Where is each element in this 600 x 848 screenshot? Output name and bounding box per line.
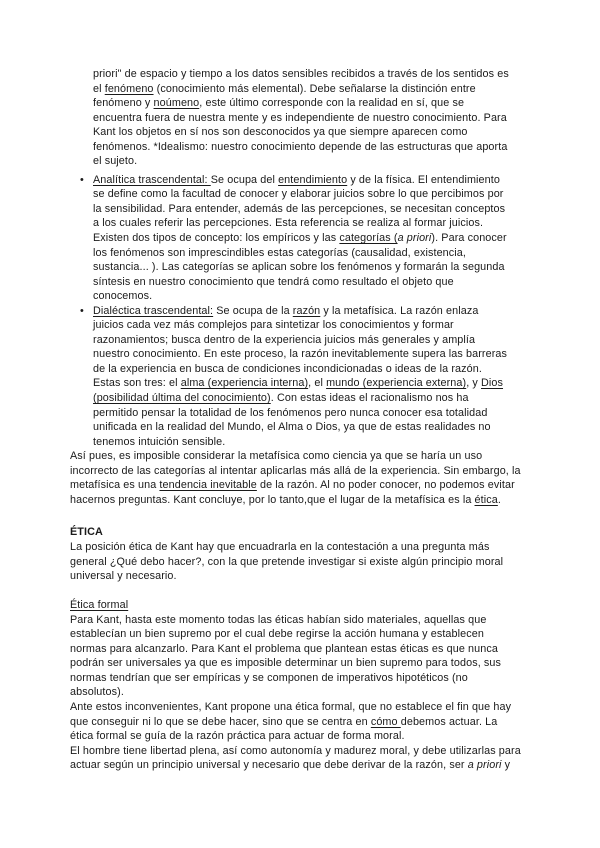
text-run: juicios cada vez más complejos para sintetizar los conocimientos y formar: [93, 319, 454, 332]
text-line: [93, 96, 535, 111]
text-run: Se ocupa de la: [213, 304, 293, 317]
text-line: [80, 173, 535, 188]
text-run: (posibilidad última del conocimiento): [93, 392, 271, 405]
text-line: [93, 154, 535, 169]
text-line: [70, 464, 535, 479]
text-run: actuar según un principio universal y necesario que debe derivar de la razón, ser: [70, 759, 468, 772]
text-line: [93, 125, 535, 140]
bullet-icon: •: [80, 173, 84, 186]
text-line: [70, 729, 535, 744]
text-line: [70, 478, 535, 493]
text-line: [93, 67, 535, 82]
text-line: [70, 685, 535, 700]
text-run: categorías (: [339, 232, 398, 245]
text-line: [93, 140, 535, 155]
text-run: el: [93, 82, 105, 95]
text-run: el sujeto.: [93, 155, 138, 168]
text-line: [70, 540, 535, 555]
text-line: [70, 627, 535, 642]
bullet-dialectica-trascendental: [80, 304, 535, 449]
text-line: [70, 613, 535, 628]
text-run: tendencia inevitable: [159, 479, 257, 492]
text-run: a los cuales referir las percepciones. Esta referencia se realiza al formar juicios.: [93, 217, 484, 230]
text-line: [93, 391, 535, 406]
text-run: metafísica es una: [70, 479, 160, 492]
text-run: La posición ética de Kant hay que encuadrarla en la contestación a una pregunta más: [70, 540, 490, 553]
text-run: cómo: [370, 715, 401, 728]
paragraph-priori-continuation: [93, 67, 535, 169]
text-line: [70, 555, 535, 570]
text-run: conocemos.: [93, 290, 153, 303]
text-run: unificada en la realidad del Mundo, el Alma o Dios, ya que de estas realidades no: [93, 421, 491, 434]
text-run: Dialéctica trascendental:: [93, 304, 214, 317]
text-run: Se ocupa del: [210, 173, 279, 186]
text-line: [93, 347, 535, 362]
text-run: síntesis en nuestro conocimiento que tendrá como resultado el objeto que: [93, 275, 454, 288]
paragraph-etica-formal-propuesta: [70, 700, 535, 744]
heading-etica: [70, 525, 535, 540]
text-line: [70, 642, 535, 657]
bullet-analitica-trascendental: [80, 173, 535, 304]
text-line: [93, 260, 535, 275]
text-run: se define como la facultad de conocer y elaborar juicios sobre lo que percibimos por: [93, 188, 504, 201]
text-run: ética: [474, 493, 498, 506]
text-line: [93, 216, 535, 231]
text-line: [93, 82, 535, 97]
text-run: El hombre tiene libertad plena, así como autonomía y madurez moral, y debe utilizarlas para: [70, 744, 521, 757]
text-run: establecían un bien supremo por el cual debe regirse la acción humana y establecen: [70, 628, 484, 641]
text-line: [70, 656, 535, 671]
text-line: [70, 758, 535, 773]
paragraph-eticas-materiales: [70, 613, 535, 700]
text-line: [93, 420, 535, 435]
text-run: de la experiencia en busca de condiciones incondicionadas o ideas de la razón.: [93, 362, 482, 375]
text-run: razón: [292, 304, 321, 317]
text-line: [70, 449, 535, 464]
text-run: fenómeno: [104, 82, 154, 95]
text-line: [93, 289, 535, 304]
text-line: [93, 246, 535, 261]
text-run: Para Kant, hasta este momento todas las éticas habían sido materiales, aquellas que: [70, 613, 487, 626]
spacer-before-etica-formal: [70, 584, 535, 599]
text-run: noúmeno: [153, 97, 200, 110]
text-line: [70, 493, 535, 508]
text-run: Así pues, es imposible considerar la metafísica como ciencia ya que se haría un uso: [70, 450, 483, 463]
text-run: encuentra fuera de nuestra mente y es independiente de nuestro conocimiento. Para: [93, 111, 507, 124]
text-run: universal y necesario.: [70, 570, 177, 583]
text-line: [93, 376, 535, 391]
paragraph-posicion-etica: [70, 540, 535, 584]
text-run: fenómeno y: [93, 97, 154, 110]
text-run: entendimiento: [278, 173, 348, 186]
text-line: [70, 525, 535, 540]
text-run: absolutos).: [70, 686, 124, 699]
text-line: [93, 333, 535, 348]
text-run: incorrecto de las categorías al intentar aplicarlas más allá de la experiencia. Sin embargo, la: [70, 464, 521, 477]
paragraph-libertad-plena: [70, 744, 535, 773]
text-run: y la metafísica. La razón enlaza: [320, 304, 479, 317]
text-run: debemos actuar. La: [400, 715, 498, 728]
text-run: y de la física. El entendimiento: [347, 173, 500, 186]
text-run: , y: [466, 377, 482, 390]
text-run: que conseguir ni lo que se debe hacer, sino que se centra en: [70, 715, 371, 728]
text-line: [93, 231, 535, 246]
text-run: Kant los objetos en sí nos son desconocidos ya que siempre aparecen como: [93, 126, 468, 139]
text-line: [70, 671, 535, 686]
text-line: [93, 406, 535, 421]
text-line: [70, 598, 535, 613]
text-run: ÉTICA: [70, 526, 103, 539]
text-run: Estas son tres: el: [93, 377, 181, 390]
text-run: podrán ser universales ya que es imposible determinar un bien supremo para todos, sus: [70, 657, 502, 670]
subheading-etica-formal: [70, 598, 535, 613]
text-line: [93, 275, 535, 290]
text-run: los fenómenos son imprescindibles estas categorías (causalidad, existencia,: [93, 246, 466, 259]
text-line: [80, 304, 535, 319]
text-run: sustancia... ). Las categorías se aplican sobre los fenómenos y formarán la segunda: [93, 261, 505, 274]
text-run: , el: [308, 377, 327, 390]
text-line: [93, 318, 535, 333]
text-line: [70, 569, 535, 584]
text-run: (conocimiento más elemental). Debe señalarse la distinción entre: [153, 82, 476, 95]
text-run: a priori: [397, 232, 432, 245]
text-run: hacernos preguntas. Kant concluye, por lo tanto,que el lugar de la metafísica es la: [70, 493, 475, 506]
text-line: [70, 700, 535, 715]
text-run: y: [501, 759, 511, 772]
text-run: priori" de espacio y tiempo a los datos sensibles recibidos a través de los sentidos es: [93, 68, 509, 80]
text-run: ). Para conocer: [431, 232, 507, 245]
text-line: [70, 744, 535, 759]
text-run: Ética formal: [70, 599, 129, 612]
text-run: mundo (experiencia externa): [326, 377, 467, 390]
text-line: [93, 435, 535, 450]
text-run: a priori: [467, 759, 502, 772]
text-line: [93, 362, 535, 377]
text-run: Analítica trascendental:: [93, 173, 211, 186]
paragraph-asi-pues: [70, 449, 535, 507]
text-run: , este último corresponde con la realidad en sí, que se: [199, 97, 465, 110]
text-run: ética formal se guía de la razón práctica para actuar de forma moral.: [70, 730, 405, 743]
text-line: [93, 187, 535, 202]
text-run: Ante estos inconvenientes, Kant propone una ética formal, que no establece el fin que hay: [70, 700, 512, 713]
text-run: nuestro conocimiento. En este proceso, la razón inevitablemente supera las barreras: [93, 348, 508, 361]
text-run: la sensibilidad. Para entender, además de las percepciones, se necesitan conceptos: [93, 202, 506, 215]
text-run: alma (experiencia interna): [180, 377, 309, 390]
bullet-icon: •: [80, 304, 84, 317]
spacer-before-etica: [70, 507, 535, 525]
text-run: permitido pensar la totalidad de los fenómenos pero nunca conocer esa totalidad: [93, 406, 488, 419]
text-run: .: [497, 493, 501, 506]
text-run: normas para alcanzarlo. Para Kant el problema que plantean estas éticas es que nunca: [70, 642, 498, 655]
text-run: de la razón. Al no poder conocer, no podemos evitar: [256, 479, 515, 492]
text-run: Dios: [481, 377, 504, 390]
text-line: [93, 111, 535, 126]
text-run: normas tendrían que ser empíricas y se componen de imperativos hipotéticos (no: [70, 671, 468, 684]
text-run: . Con estas ideas el racionalismo nos ha: [270, 392, 469, 405]
text-run: fenómenos. *Idealismo: nuestro conocimiento depende de las estructuras que aporta: [93, 140, 508, 153]
text-line: [70, 715, 535, 730]
text-run: tenemos intuición sensible.: [93, 435, 226, 448]
text-line: [93, 202, 535, 217]
document-content: [70, 67, 535, 773]
text-run: Existen dos tipos de concepto: los empíricos y las: [93, 232, 340, 245]
text-run: general ¿Qué debo hacer?, con la que pretende investigar si existe algún principio moral: [70, 555, 504, 568]
text-run: razonamientos; busca dentro de la experiencia juicios más generales y amplía: [93, 333, 476, 346]
